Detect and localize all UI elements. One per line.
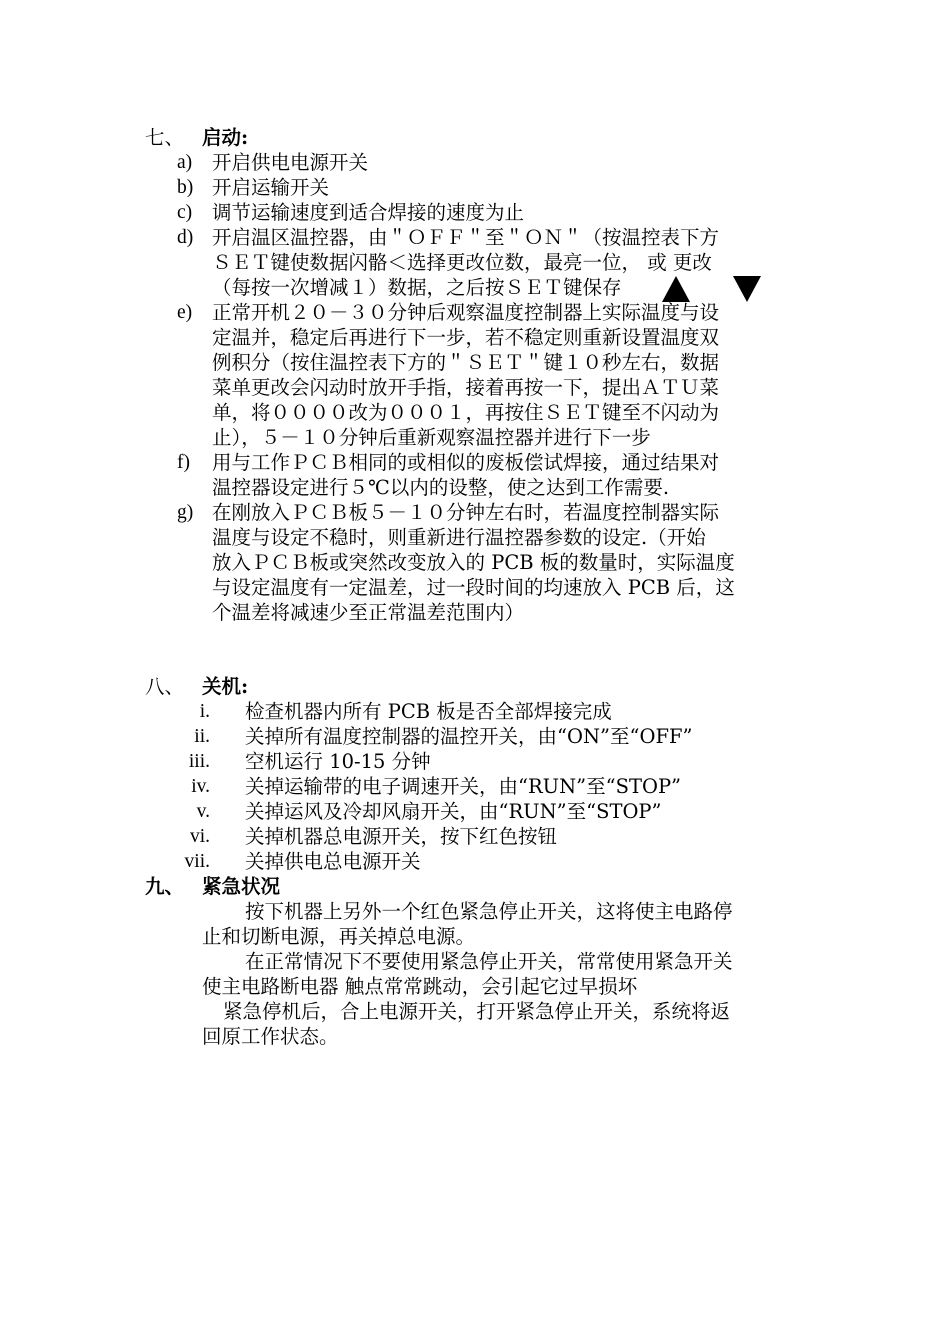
item-text: 温度与设定不稳时，则重新进行温控器参数的设定.（开始 — [212, 526, 706, 549]
section-9-number: 九、 — [145, 875, 185, 898]
item-text: 与设定温度有一定温差，过一段时间的均速放入 PCB 后，这 — [212, 576, 735, 599]
item-label: c) — [177, 202, 193, 223]
item-label: iii. — [188, 751, 210, 772]
item-text: （每按一次增减１）数据，之后按ＳＥＴ键保存 — [212, 276, 622, 299]
paragraph-line: 止和切断电源，再关掉总电源。 — [202, 925, 476, 948]
item-text: 菜单更改会闪动时放开手指，接着再按一下，提出ＡＴＵ菜 — [212, 376, 720, 399]
item-text: 个温差将减速少至正常温差范围内） — [212, 601, 525, 624]
item-label: b) — [177, 177, 194, 198]
item-text: 在刚放入ＰＣＢ板５－１０分钟左右时，若温度控制器实际 — [212, 501, 720, 524]
item-text: 关掉所有温度控制器的温控开关，由“ON”至“OFF” — [245, 725, 693, 748]
item-text: 关掉运输带的电子调速开关，由“RUN”至“STOP” — [245, 775, 682, 798]
item-text: 检查机器内所有 PCB 板是否全部焊接完成 — [245, 700, 612, 723]
item-text: 用与工作ＰＣＢ相同的或相似的废板偿试焊接，通过结果对 — [212, 451, 720, 474]
item-label: vi. — [189, 826, 210, 847]
section-7-title: 启动: — [202, 126, 249, 149]
item-text: 例积分（按住温控表下方的＂ＳＥＴ＂键１０秒左右，数据 — [212, 351, 720, 374]
item-text: 温控器设定进行５℃以内的设整，使之达到工作需要. — [212, 476, 670, 499]
item-text: 正常开机２０－３０分钟后观察温度控制器上实际温度与设 — [212, 301, 720, 324]
item-label: d) — [177, 227, 194, 248]
item-text: 开启供电电源开关 — [212, 151, 369, 174]
item-text: 定温并，稳定后再进行下一步，若不稳定则重新设置温度双 — [212, 326, 720, 349]
item-text: 止），５－１０分钟后重新观察温控器并进行下一步 — [212, 426, 651, 449]
section-8-number: 八、 — [145, 675, 185, 698]
item-text: 单，将００００改为０００１，再按住ＳＥＴ键至不闪动为 — [212, 401, 720, 424]
item-text: 关掉供电总电源开关 — [245, 850, 421, 873]
paragraph-line: 回原工作状态。 — [202, 1025, 339, 1048]
section-8-title: 关机: — [202, 675, 249, 698]
up-arrow-icon — [662, 276, 690, 302]
item-label: g) — [177, 502, 194, 523]
section-9-title: 紧急状况 — [202, 875, 281, 898]
down-arrow-icon — [733, 276, 761, 302]
item-label: iv. — [191, 776, 210, 797]
item-text: 空机运行 10-15 分钟 — [245, 750, 431, 773]
item-label: v. — [196, 801, 210, 822]
item-text: 放入ＰＣＢ板或突然改变放入的 PCB 板的数量时，实际温度 — [212, 551, 735, 574]
section-7-number: 七、 — [145, 126, 185, 149]
item-text: ＳＥＴ键使数据闪骼＜选择更改位数，最亮一位， 或 更改 — [212, 251, 712, 274]
item-text: 开启运输开关 — [212, 176, 330, 199]
paragraph-line: 使主电路断电器 触点常常跳动，会引起它过早损坏 — [202, 975, 638, 998]
item-label: f) — [177, 452, 190, 473]
item-label: a) — [177, 152, 193, 173]
item-label: ii. — [194, 726, 210, 747]
paragraph-line: 在正常情况下不要使用紧急停止开关，常常使用紧急开关 — [245, 950, 733, 973]
item-label: e) — [177, 302, 193, 323]
item-text: 关掉机器总电源开关，按下红色按钮 — [245, 825, 558, 848]
item-label: vii. — [184, 851, 210, 872]
item-text: 调节运输速度到适合焊接的速度为止 — [212, 201, 525, 224]
paragraph-line: 按下机器上另外一个红色紧急停止开关，这将使主电路停 — [245, 900, 733, 923]
item-text: 开启温区温控器，由＂ＯＦＦ＂至＂ＯＮ＂（按温控表下方 — [212, 226, 720, 249]
item-label: i. — [199, 701, 210, 722]
paragraph-line: 紧急停机后，合上电源开关，打开紧急停止开关，系统将返 — [223, 1000, 731, 1023]
item-text: 关掉运风及冷却风扇开关，由“RUN”至“STOP” — [245, 800, 662, 823]
